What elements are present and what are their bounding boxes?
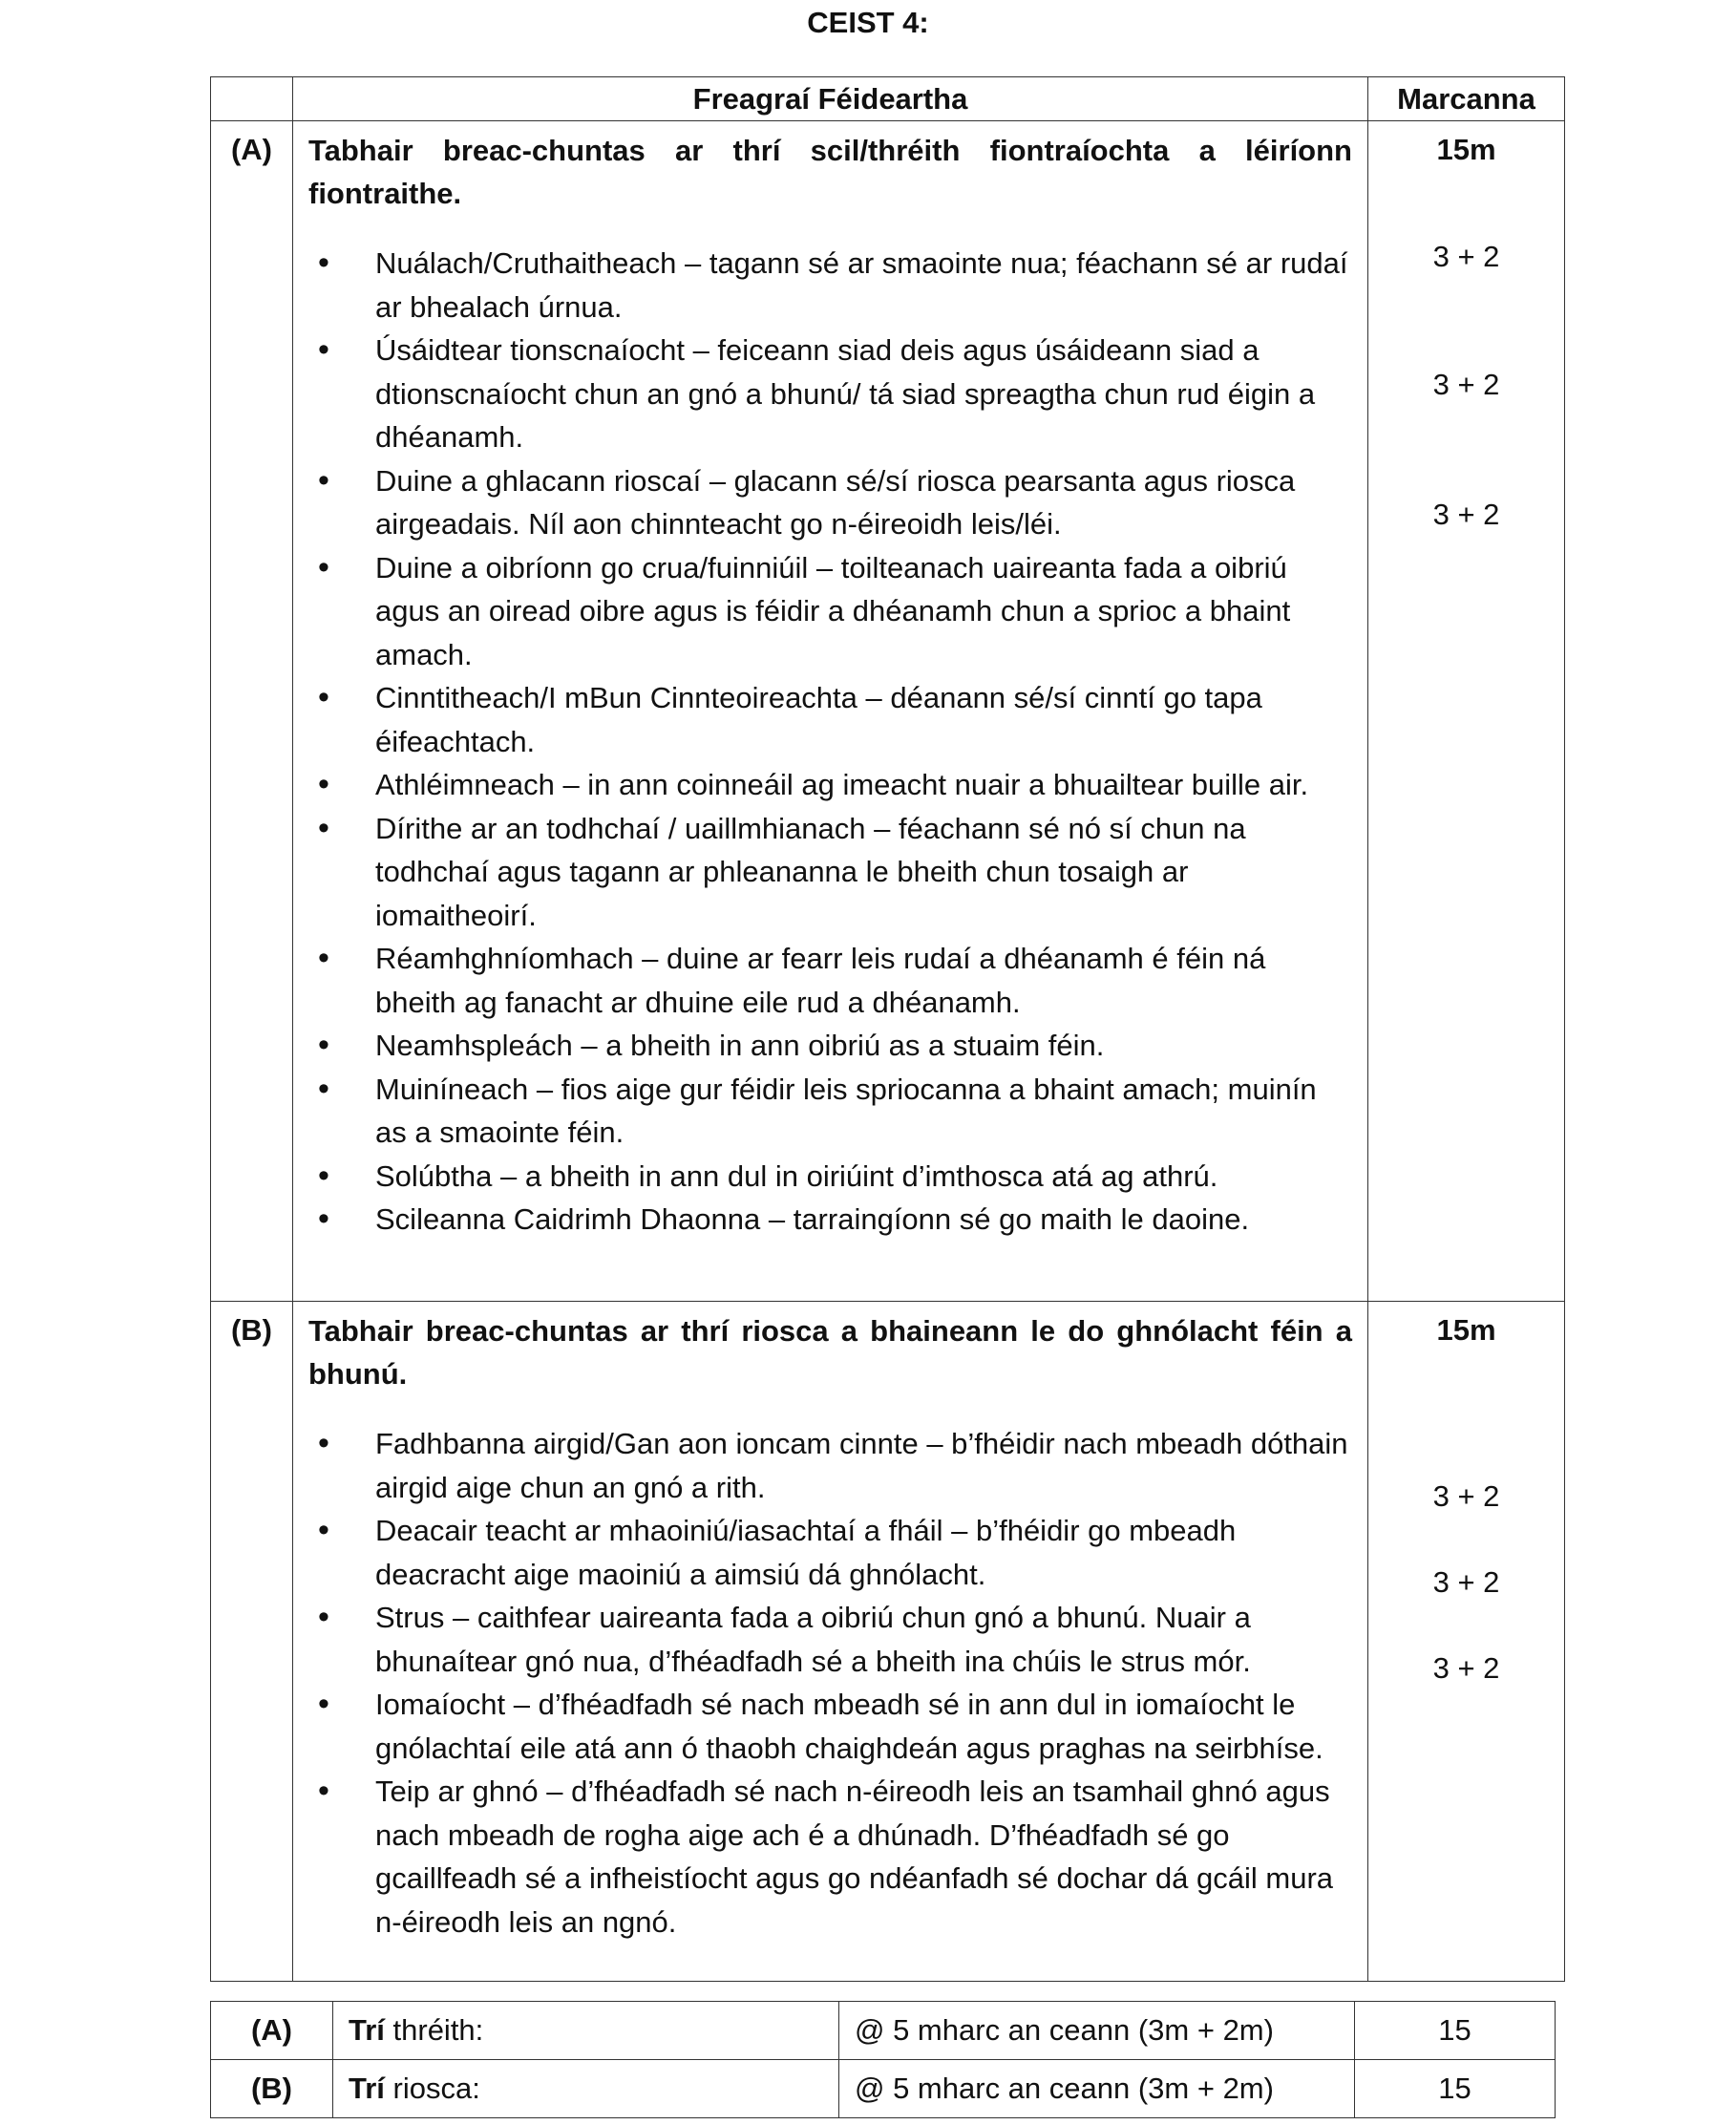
summary-a-rate: @ 5 mharc an ceann (3m + 2m) <box>839 2002 1355 2060</box>
list-item: • Scileanna Caidrimh Dhaonna – tarraingíonn sé go maith le daoine. <box>308 1198 1352 1242</box>
section-a-total-marks: 15m <box>1436 133 1496 166</box>
section-a-bullets <box>308 242 1352 1242</box>
table-header-row <box>211 77 1565 121</box>
mark-allocation: 3 + 2 <box>1432 1479 1500 1513</box>
mark-allocation: 3 + 2 <box>1432 1565 1500 1599</box>
list-item: • Fadhbanna airgid/Gan aon ioncam cinnte – b’fhéidir nach mbeadh dóthain airgid aige chun an gnó a rith. <box>308 1422 1352 1509</box>
section-a-row <box>211 121 1565 1302</box>
list-item: • Teip ar ghnó – d’fhéadfadh sé nach n-éireodh leis an tsamhail ghnó agus nach mbeadh de rogha aige ach é a dhúnadh. D’fhéadfadh sé go gcaillfeadh sé a infheistíocht agus go ndéanfadh sé dochar dá gcáil mura n-éireodh leis an ngnó. <box>308 1770 1352 1944</box>
answers-column-header: Freagraí Féideartha <box>293 77 1368 121</box>
mark-allocation: 3 + 2 <box>1432 1651 1500 1685</box>
list-item: • Úsáidtear tionscnaíocht – feiceann siad deis agus úsáideann siad a dtionscnaíocht chun an gnó a bhunú/ tá siad spreagtha chun rud éigin a dhéanamh. <box>308 329 1352 459</box>
list-item: • Neamhspleách – a bheith in ann oibriú as a stuaim féin. <box>308 1024 1352 1068</box>
summary-a-text: thréith: <box>384 2013 484 2047</box>
list-item: • Duine a oibríonn go crua/fuinniúil – toilteanach uaireanta fada a oibriú agus an oiread oibre agus is féidir a dhéanamh chun a sprioc a bhaint amach. <box>308 546 1352 677</box>
summary-a-bold: Trí <box>349 2013 385 2047</box>
summary-row-b <box>211 2060 1556 2118</box>
list-item: • Iomaíocht – d’fhéadfadh sé nach mbeadh sé in ann dul in iomaíocht le gnólachtaí eile atá ann ó thaobh chaighdeán agus praghas na seirbhíse. <box>308 1683 1352 1770</box>
list-item: • Strus – caithfear uaireanta fada a oibriú chun gnó a bhunú. Nuair a bhunaítear gnó nua, d’fhéadfadh sé a bheith ina chúis le strus mór. <box>308 1596 1352 1683</box>
marks-column-header: Marcanna <box>1368 77 1565 121</box>
summary-b-total: 15 <box>1355 2060 1556 2118</box>
summary-b-description <box>333 2060 839 2118</box>
list-item: • Solúbtha – a bheith in ann dul in oiriúint d’imthosca atá ag athrú. <box>308 1155 1352 1199</box>
section-a-question: Tabhair breac-chuntas ar thrí scil/thréith fiontraíochta a léiríonn fiontraithe. <box>308 134 1352 210</box>
label-column-header <box>211 77 293 121</box>
list-item: • Dírithe ar an todhchaí / uaillmhianach – féachann sé nó sí chun na todhchaí agus tagann ar phleananna le bheith chun tosaigh ar iomaitheoirí. <box>308 807 1352 938</box>
list-item: • Muiníneach – fios aige gur féidir leis spriocanna a bhaint amach; muinín as a smaointe féin. <box>308 1068 1352 1155</box>
summary-b-rate: @ 5 mharc an ceann (3m + 2m) <box>839 2060 1355 2118</box>
list-item: • Réamhghníomhach – duine ar fearr leis rudaí a dhéanamh é féin ná bheith ag fanacht ar dhuine eile rud a dhéanamh. <box>308 937 1352 1024</box>
section-b-bullets <box>308 1422 1352 1944</box>
section-b-marks <box>1368 1302 1565 1982</box>
mark-allocation: 3 + 2 <box>1432 368 1500 401</box>
section-a-content <box>293 121 1368 1302</box>
list-item: • Deacair teacht ar mhaoiniú/iasachtaí a fháil – b’fhéidir go mbeadh deacracht aige maoiniú a aimsiú dá ghnólacht. <box>308 1509 1352 1596</box>
marking-scheme-table <box>210 76 1565 1982</box>
mark-allocation: 3 + 2 <box>1432 498 1500 531</box>
summary-a-description <box>333 2002 839 2060</box>
summary-row-a <box>211 2002 1556 2060</box>
list-item: • Cinntitheach/I mBun Cinnteoireachta – déanann sé/sí cinntí go tapa éifeachtach. <box>308 676 1352 763</box>
summary-b-bold: Trí <box>349 2072 385 2105</box>
list-item: • Athléimneach – in ann coinneáil ag imeacht nuair a bhuailtear buille air. <box>308 763 1352 807</box>
summary-b-label: (B) <box>211 2060 333 2118</box>
section-b-total-marks: 15m <box>1436 1313 1496 1347</box>
section-b-content <box>293 1302 1368 1982</box>
page-title: CEIST 4: <box>807 6 929 39</box>
summary-a-total: 15 <box>1355 2002 1556 2060</box>
section-b-label: (B) <box>211 1302 293 1982</box>
summary-a-label: (A) <box>211 2002 333 2060</box>
section-a-marks <box>1368 121 1565 1302</box>
section-b-question: Tabhair breac-chuntas ar thrí riosca a bhaineann le do ghnólacht féin a bhunú. <box>308 1314 1352 1391</box>
list-item: • Duine a ghlacann rioscaí – glacann sé/sí riosca pearsanta agus riosca airgeadais. Níl aon chinnteacht go n-éireoidh leis/léi. <box>308 459 1352 546</box>
summary-b-text: riosca: <box>384 2072 480 2105</box>
marks-summary-table <box>210 2001 1556 2118</box>
section-b-row <box>211 1302 1565 1982</box>
list-item: • Nuálach/Cruthaitheach – tagann sé ar smaointe nua; féachann sé ar rudaí ar bhealach úrnua. <box>308 242 1352 329</box>
section-a-label: (A) <box>211 121 293 1302</box>
mark-allocation: 3 + 2 <box>1432 240 1500 273</box>
